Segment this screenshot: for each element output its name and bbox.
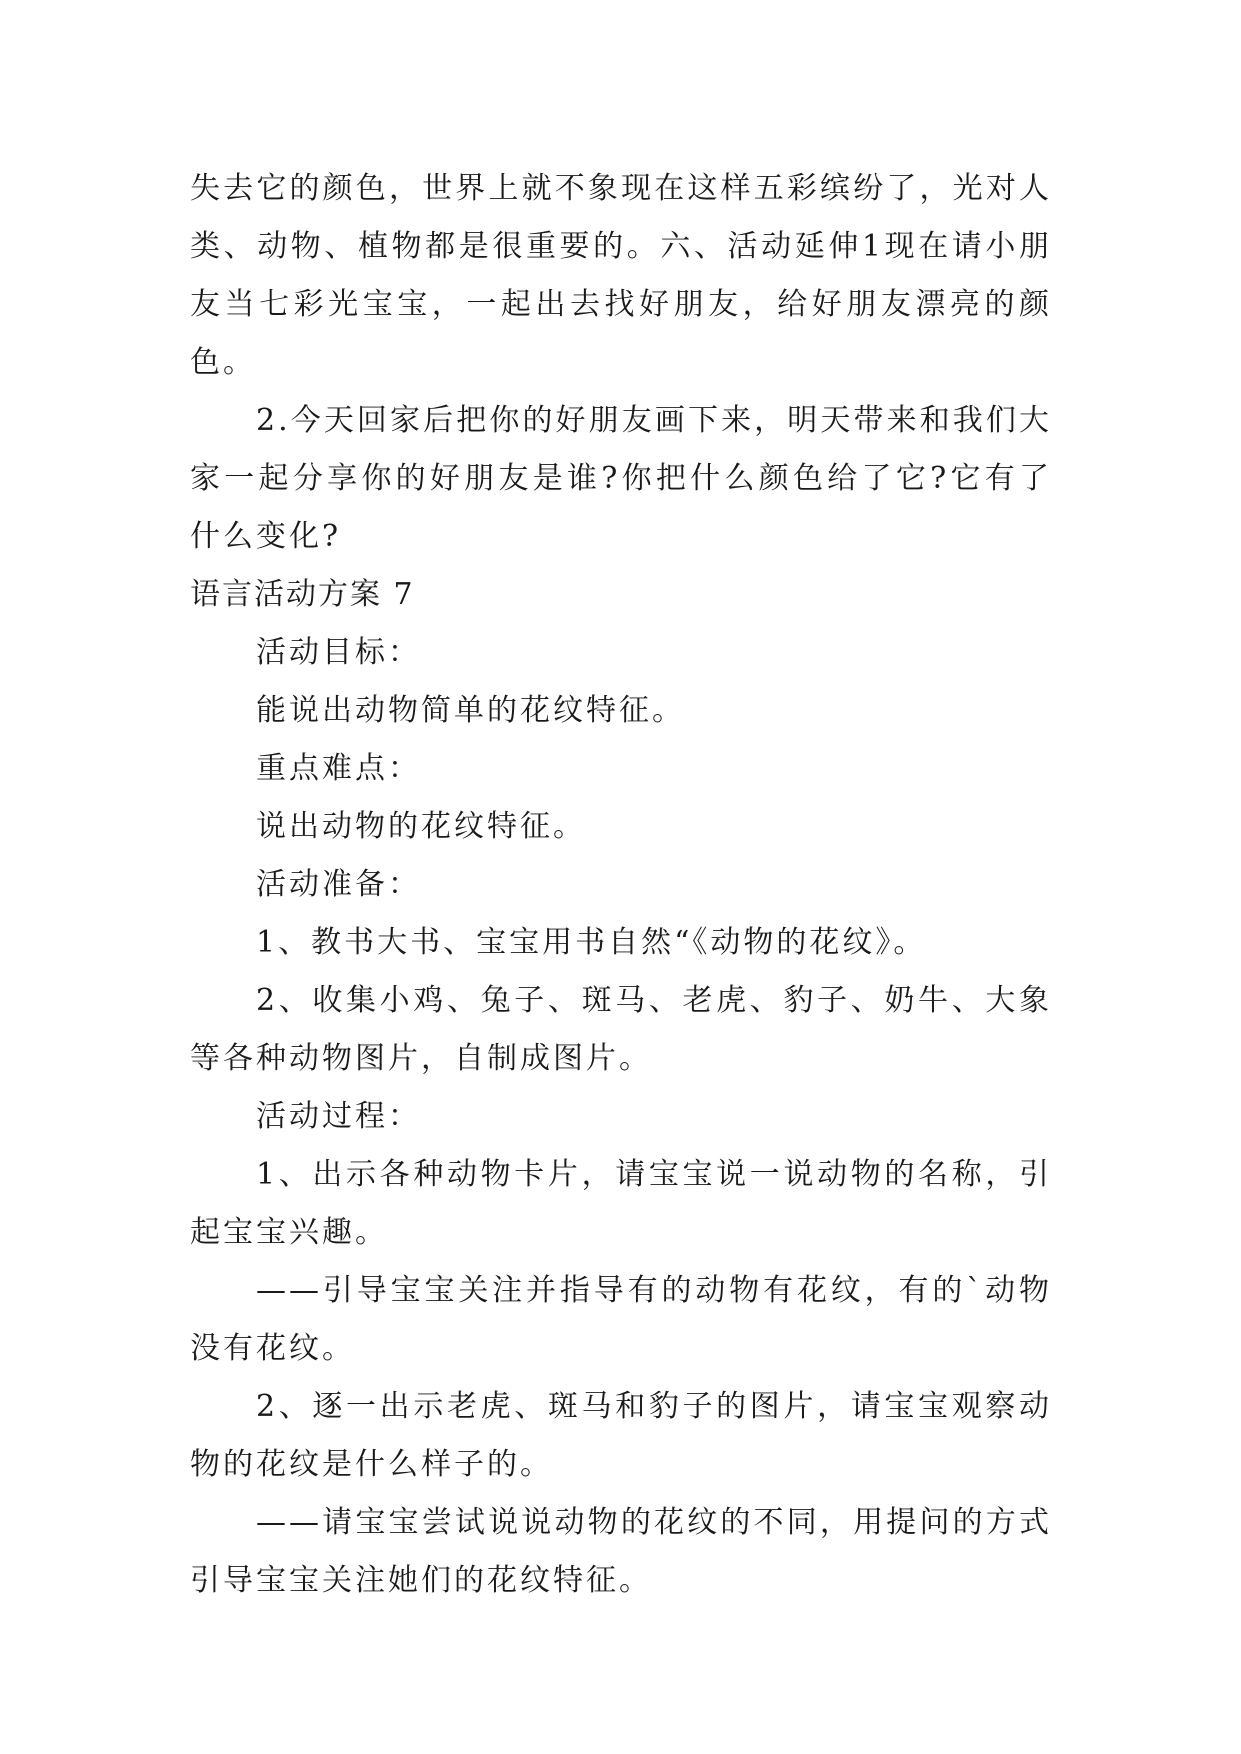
paragraph-preparation-1: 1、教书大书、宝宝用书自然“《动物的花纹》。 — [256, 925, 927, 960]
paragraph-process-2-note: ——请宝宝尝试说说动物的花纹的不同，用提问的方式引导宝宝关注她们的花纹特征。 — [190, 1505, 1052, 1598]
paragraph-key-points: 说出动物的花纹特征。 — [256, 809, 586, 844]
paragraph-process-1-note: ——引导宝宝关注并指导有的动物有花纹，有的`动物没有花纹。 — [190, 1273, 1052, 1366]
paragraph-process-1: 1、出示各种动物卡片，请宝宝说一说动物的名称，引起宝宝兴趣。 — [190, 1157, 1052, 1250]
label-process: 活动过程： — [256, 1099, 421, 1134]
paragraph-extension-2: 2.今天回家后把你的好朋友画下来，明天带来和我们大家一起分享你的好朋友是谁?你把什么颜色给了它?它有了什么变化? — [190, 403, 1052, 554]
paragraph-preparation-2: 2、收集小鸡、兔子、斑马、老虎、豹子、奶牛、大象等各种动物图片，自制成图片。 — [190, 983, 1052, 1076]
paragraph-process-2: 2、逐一出示老虎、斑马和豹子的图片，请宝宝观察动物的花纹是什么样子的。 — [190, 1389, 1052, 1482]
document-body — [190, 160, 1052, 1610]
label-key-points: 重点难点： — [256, 751, 421, 786]
paragraph-continuation: 失去它的颜色，世界上就不象现在这样五彩缤纷了，光对人类、动物、植物都是很重要的。六、活动延伸1现在请小朋友当七彩光宝宝，一起出去找好朋友，给好朋友漂亮的颜色。 — [190, 171, 1052, 380]
label-activity-goal: 活动目标： — [256, 635, 421, 670]
paragraph-activity-goal: 能说出动物简单的花纹特征。 — [256, 693, 685, 728]
section-heading: 语言活动方案 7 — [190, 577, 415, 612]
label-preparation: 活动准备： — [256, 867, 421, 902]
